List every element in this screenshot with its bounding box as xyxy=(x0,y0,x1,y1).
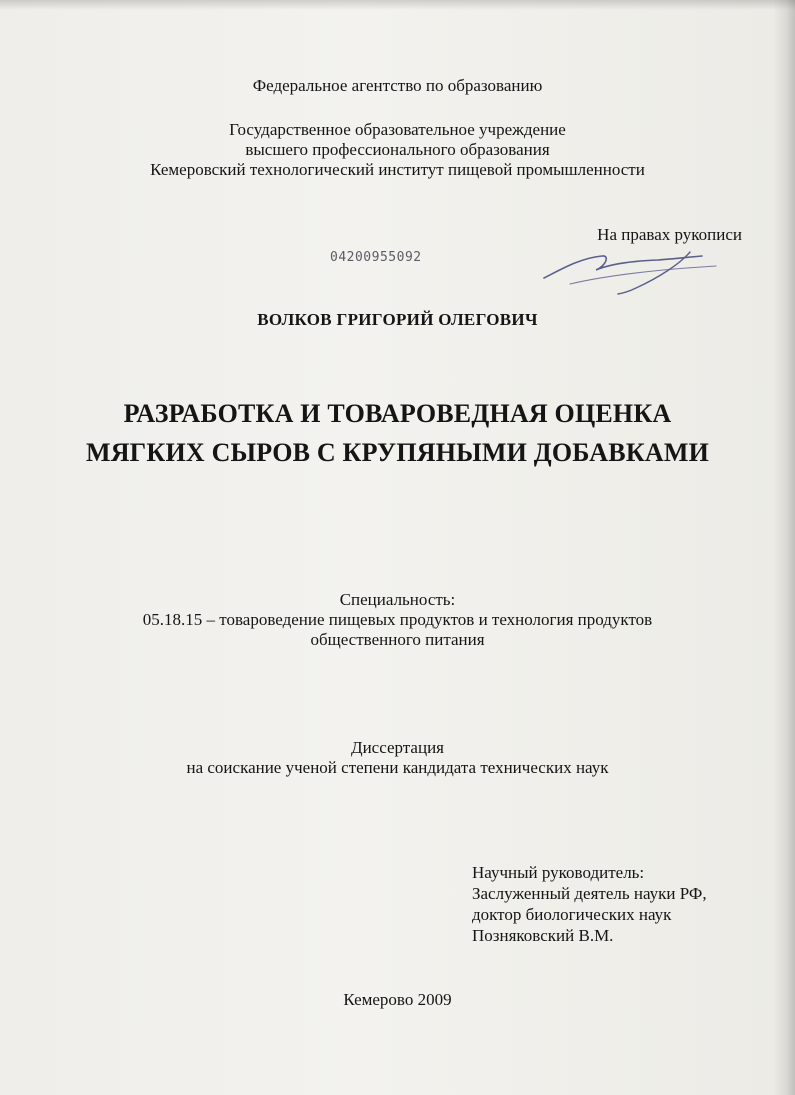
advisor-block xyxy=(472,862,707,946)
specialty-line: 05.18.15 – товароведение пищевых продуктов и технология продуктов xyxy=(142,610,653,629)
manuscript-note: На правах рукописи xyxy=(597,225,742,244)
agency-name: Федеральное агентство по образованию xyxy=(252,76,543,95)
scan-shadow-top xyxy=(0,0,795,10)
institution-line: Государственное образовательное учреждение xyxy=(229,120,566,139)
degree-line: на соискание ученой степени кандидата технических наук xyxy=(186,758,609,777)
thesis-title xyxy=(0,394,795,472)
serial-stamp: 04200955092 xyxy=(330,250,422,265)
author-name: ВОЛКОВ ГРИГОРИЙ ОЛЕГОВИЧ xyxy=(257,310,538,329)
institution-header xyxy=(0,120,795,180)
dissertation-block xyxy=(0,738,795,778)
institution-line: высшего профессионального образования xyxy=(245,140,550,159)
title-line: РАЗРАБОТКА И ТОВАРОВЕДНАЯ ОЦЕНКА xyxy=(123,399,672,428)
city-year: Кемерово 2009 xyxy=(343,990,452,1009)
advisor-line: доктор биологических наук xyxy=(472,905,672,924)
specialty-label: Специальность: xyxy=(339,590,456,609)
agency-header xyxy=(0,76,795,96)
specialty-block xyxy=(0,590,795,650)
dissertation-label: Диссертация xyxy=(350,738,444,757)
advisor-line: Заслуженный деятель науки РФ, xyxy=(472,884,707,903)
advisor-line: Научный руководитель: xyxy=(472,863,645,882)
specialty-line: общественного питания xyxy=(310,630,485,649)
signature-stroke xyxy=(570,266,716,284)
title-line: МЯГКИХ СЫРОВ С КРУПЯНЫМИ ДОБАВКАМИ xyxy=(85,438,710,467)
advisor-line: Позняковский В.М. xyxy=(472,926,614,945)
signature xyxy=(540,244,720,296)
institution-line: Кемеровский технологический институт пищевой промышленности xyxy=(150,160,645,179)
